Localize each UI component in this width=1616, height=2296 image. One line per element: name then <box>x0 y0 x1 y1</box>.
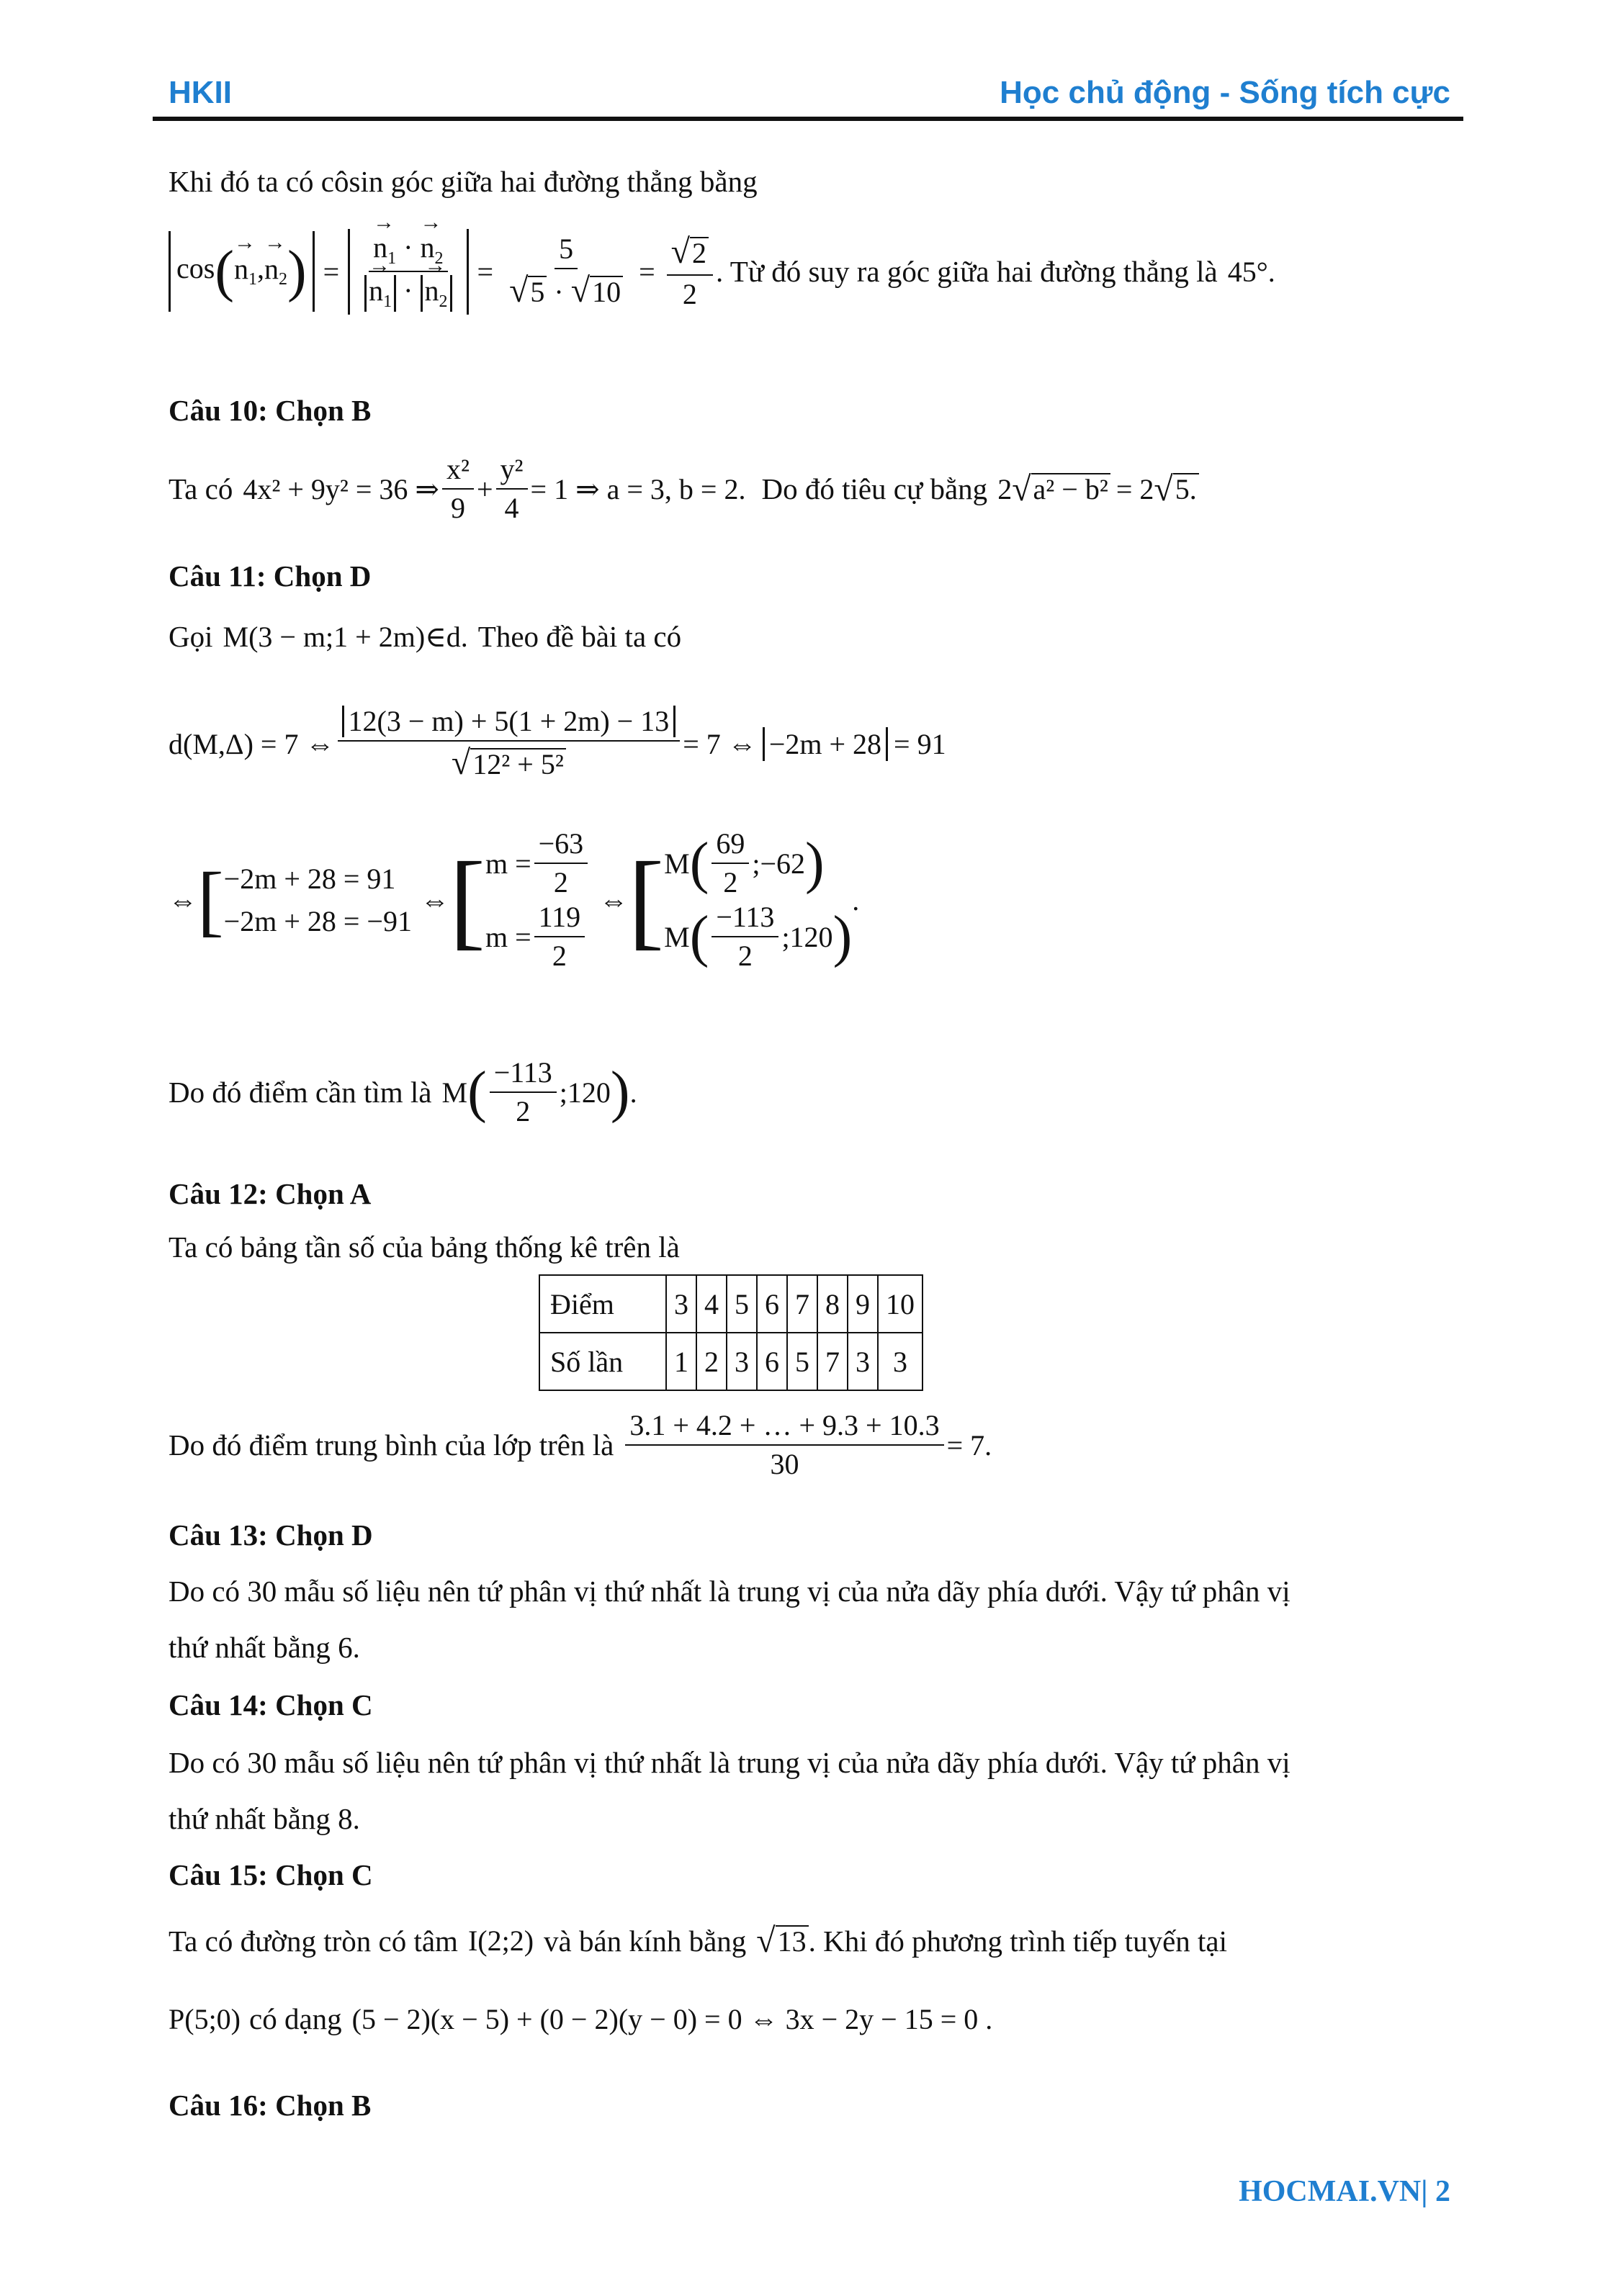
q11-system: ⇔ [ −2m + 28 = 91 −2m + 28 = −91 ⇔ [ m = $\frac{-63}{2}$ m = $\frac{119}{2}$ ⇔ [ M ( $\frac{69}{2}$ ;−62 ) M ( $\frac{-113}{2}$ ;120 ) . <box>169 827 860 972</box>
q10-lead: Ta có <box>169 472 233 505</box>
vector-n1: → n <box>234 252 248 286</box>
q13-line1: Do có 30 mẫu số liệu nên tứ phân vị thứ nhất là trung vị của nửa dãy phía dưới. Vậy tứ phân vị <box>169 1575 1290 1608</box>
table-row <box>539 1275 923 1333</box>
q11-p2num: −113 <box>712 901 778 937</box>
sqrt-10: 10 <box>590 276 623 307</box>
num-n2: → n <box>421 232 435 264</box>
q13-title: Câu 13: Chọn D <box>169 1518 373 1552</box>
table-cell: 8 <box>817 1275 848 1333</box>
table-cell: 4 <box>696 1275 727 1333</box>
q10-xden: 9 <box>450 492 465 524</box>
q10-xnum: x² <box>442 454 474 490</box>
q15-line2 <box>169 2002 992 2036</box>
den-n1-sub: 1 <box>383 292 392 312</box>
den-n2: → n <box>425 275 439 307</box>
q15-eq: (5 − 2)(x − 5) + (0 − 2)(y − 0) = 0 ⇔ 3x − 2y − 15 = 0 . <box>351 2002 993 2035</box>
q12-mean-den: 30 <box>770 1448 799 1480</box>
q11-dval: = 91 <box>894 727 946 760</box>
q10-yden: 4 <box>504 492 519 524</box>
table-cell: 7 <box>787 1275 817 1333</box>
q11-distance <box>169 706 946 783</box>
q15-text-b: và bán kính bằng <box>544 1924 747 1958</box>
den-n2-sub: 2 <box>439 292 448 312</box>
q11-concl-pre: M <box>441 1076 468 1109</box>
q10-yfrac <box>496 454 528 524</box>
q12-mean <box>169 1410 992 1480</box>
cos-label: cos <box>176 252 215 285</box>
q10-equation: Ta có 4x² + 9y² = 36 ⇒ $\frac{\text{x²}}{9}$ + $\frac{\text{y²}}{4}$ = 1 ⇒ a = 3, b = 2. Do đó tiêu cự bằng 2 √ a² − b² = 2 √ 5. <box>169 454 1199 524</box>
table-cell: 5 <box>727 1275 757 1333</box>
dot-abs <box>348 229 468 315</box>
q11-sys1b: −2m + 28 = −91 <box>223 905 412 937</box>
sqrt-5: 5 <box>528 276 547 307</box>
q11-p2den: 2 <box>737 940 753 972</box>
q11-drhs: = 7 ⇔ <box>683 727 757 760</box>
q12-mean-frac <box>625 1410 943 1480</box>
q15-text-a: Ta có đường tròn có tâm <box>169 1924 458 1958</box>
q11-p1pre: M <box>664 847 690 880</box>
q10-eqres: = 2 <box>1116 472 1154 505</box>
sqrt2-den: 2 <box>682 277 697 310</box>
q11-line1 <box>169 619 681 654</box>
header-rule <box>153 117 1463 121</box>
q12-mean-num: 3.1 + 4.2 + … + 9.3 + 10.3 <box>625 1410 943 1446</box>
table-cell: Điểm <box>539 1275 666 1333</box>
num-n1-sub: 1 <box>387 249 397 268</box>
q14-line2: thứ nhất bằng 8. <box>169 1802 360 1835</box>
cos-value-fraction: $\frac{5}{√5 \cdot √10}$ <box>505 233 627 310</box>
q10-focal: 2 <box>997 472 1013 505</box>
q15-center: I(2;2) <box>467 1924 534 1957</box>
table-cell: 5 <box>787 1333 817 1390</box>
table-cell: 1 <box>666 1333 696 1390</box>
cos-abs: $\cos(\to n_1,\to n_2)$ <box>169 231 315 312</box>
q10-mid: Do đó tiêu cự bằng <box>761 472 988 505</box>
q11-concl-post: ;120 <box>559 1076 611 1109</box>
q15-title: Câu 15: Chọn C <box>169 1858 373 1891</box>
q12-concl: Do đó điểm trung bình của lớp trên là <box>169 1428 614 1462</box>
footer-site: HOCMAI.VN <box>1239 2175 1422 2208</box>
q15-text-d: có dạng <box>249 2002 342 2035</box>
q10-title: Câu 10: Chọn B <box>169 394 372 427</box>
q11-dden: 12² + 5² <box>470 748 566 780</box>
table-cell: 6 <box>757 1333 787 1390</box>
q11-concl-text: Do đó điểm cần tìm là <box>169 1076 432 1109</box>
cos-tail: . Từ đó suy ra góc giữa hai đường thẳng là <box>715 255 1218 289</box>
angle-value: 45°. <box>1227 255 1275 288</box>
cos-num: 5 <box>555 233 578 269</box>
cos-equation: $\cos(\to n_1,\to n_2)$ = → $n_1$ · → $n_2$ → $n_1$ · → $n_2$ = $\frac{5}{√5 \cdot √10}$ = $\frac{√2}{2}$ . Từ đó suy ra góc giữa hai đường thẳng là 45°. <box>169 229 1275 315</box>
q11-conclusion: Do đó điểm cần tìm là M ( $\frac{-113}{2}$ ;120 ) . <box>169 1056 637 1127</box>
q11-m2num: 119 <box>534 901 585 937</box>
table-row <box>539 1333 923 1390</box>
den-n1: → n <box>369 275 383 307</box>
q11-p2post: ;120 <box>781 920 833 953</box>
sqrt-2: 2 <box>690 237 709 269</box>
vector-n1-sub: 1 <box>248 270 257 289</box>
q11-goi: Gọi <box>169 620 213 653</box>
q11-p1num: 69 <box>712 828 749 864</box>
q10-ynum: y² <box>496 454 528 490</box>
header-left: HKII <box>169 75 232 110</box>
q15-point: P(5;0) <box>169 2002 241 2035</box>
q11-concl-den: 2 <box>516 1095 531 1127</box>
q11-m1lhs: m = <box>485 847 531 880</box>
q10-res: = 1 ⇒ a = 3, b = 2. <box>530 472 746 505</box>
frequency-table <box>539 1274 923 1391</box>
q11-dfrac: $\frac{12(3 - m) + 5(1 + 2m) - 13}{\text{√12² + 5²}}$ <box>338 706 681 783</box>
q11-theo: Theo đề bài ta có <box>477 620 682 653</box>
q16-title: Câu 16: Chọn B <box>169 2089 372 2122</box>
table-cell: 2 <box>696 1333 727 1390</box>
q11-m1num: −63 <box>534 828 588 864</box>
q11-p2pre: M <box>664 920 690 953</box>
q11-dnum: 12(3 − m) + 5(1 + 2m) − 13 <box>342 706 676 737</box>
q11-sys1a: −2m + 28 = 91 <box>223 863 396 895</box>
sqrt2-fraction: $\frac{√2}{2}$ <box>667 233 713 310</box>
header-right: Học chủ động - Sống tích cực <box>1000 75 1450 110</box>
intro-text: Khi đó ta có côsin góc giữa hai đường thẳng bằng <box>169 165 758 198</box>
footer <box>1239 2174 1450 2209</box>
table-cell: 3 <box>727 1333 757 1390</box>
q11-p1post: ;−62 <box>752 847 806 880</box>
q14-line1: Do có 30 mẫu số liệu nên tứ phân vị thứ nhất là trung vị của nửa dãy phía dưới. Vậy tứ phân vị <box>169 1746 1290 1779</box>
q11-m1den: 2 <box>553 866 568 899</box>
table-cell: 10 <box>878 1275 923 1333</box>
q11-m2den: 2 <box>552 940 567 972</box>
q10-res5: 5. <box>1173 473 1199 505</box>
num-n1: → n <box>373 232 387 264</box>
table-cell: 3 <box>666 1275 696 1333</box>
q12-lead: Ta có bảng tần số của bảng thống kê trên là <box>169 1230 680 1264</box>
table-cell: 7 <box>817 1333 848 1390</box>
q11-concl-num: −113 <box>490 1057 557 1093</box>
q12-title: Câu 12: Chọn A <box>169 1177 372 1210</box>
table-cell: Số lần <box>539 1333 666 1390</box>
q13-line2: thứ nhất bằng 6. <box>169 1631 360 1664</box>
table-cell: 6 <box>757 1275 787 1333</box>
vector-n2: → n <box>264 252 279 286</box>
q12-mean-res: = 7. <box>946 1428 992 1462</box>
footer-page: | 2 <box>1421 2175 1450 2208</box>
q15-line1: Ta có đường tròn có tâm I(2;2) và bán kính bằng √ 13 . Khi đó phương trình tiếp tuyến tại <box>169 1922 1227 1960</box>
q10-rad: a² − b² <box>1031 473 1110 505</box>
table-cell: 3 <box>848 1333 878 1390</box>
vector-n2-sub: 2 <box>278 270 287 289</box>
q11-title: Câu 11: Chọn D <box>169 559 372 593</box>
q11-dlhs: d(M,Δ) = 7 ⇔ <box>169 727 335 760</box>
q11-dabs: −2m + 28 <box>763 727 888 761</box>
q15-radius: 13 <box>776 1925 809 1957</box>
table-cell: 3 <box>878 1333 923 1390</box>
q10-eq: 4x² + 9y² = 36 ⇒ <box>243 472 439 505</box>
q10-xfrac <box>442 454 474 524</box>
q11-m2lhs: m = <box>485 920 531 953</box>
table-cell: 9 <box>848 1275 878 1333</box>
q11-point: M(3 − m;1 + 2m)∈d. <box>223 620 468 653</box>
q11-p1den: 2 <box>723 866 738 899</box>
q14-title: Câu 14: Chọn C <box>169 1688 373 1721</box>
dot-fraction: → $n_1$ · → $n_2$ → $n_1$ · → $n_2$ <box>360 232 456 312</box>
q15-text-c: . Khi đó phương trình tiếp tuyến tại <box>808 1924 1227 1958</box>
num-n2-sub: 2 <box>434 249 444 268</box>
